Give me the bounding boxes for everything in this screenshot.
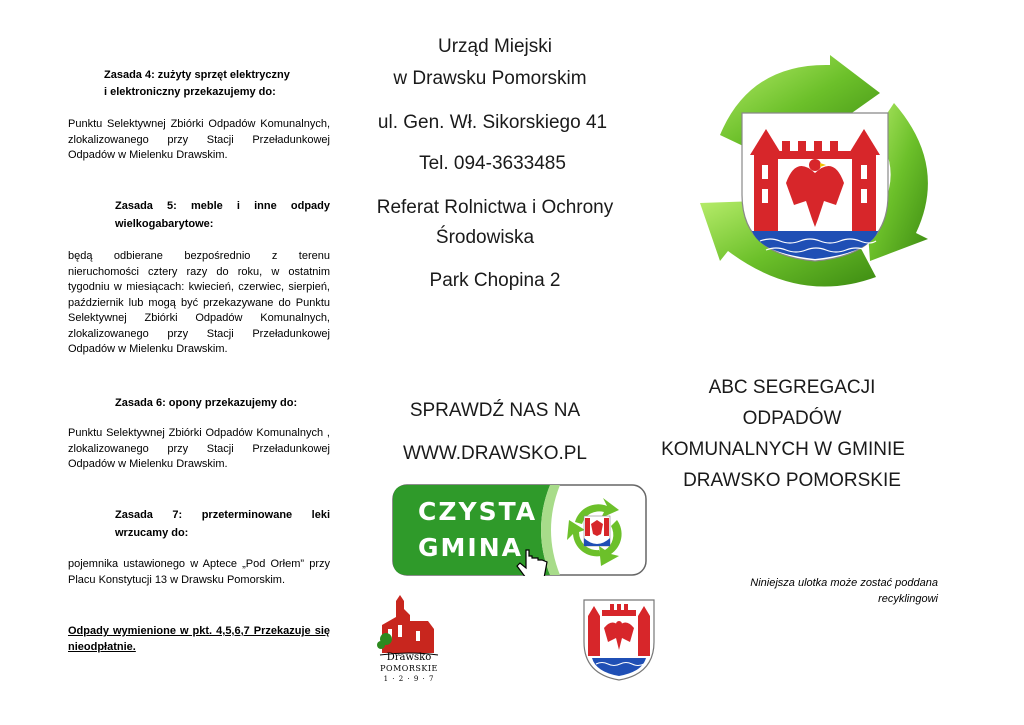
website-link[interactable]: WWW.DRAWSKO.PL <box>402 443 588 464</box>
rule6-heading: Zasada 6: opony przekazujemy do: <box>115 397 298 409</box>
banner-line1: CZYSTA <box>418 497 538 526</box>
rule5-text: będą odbierane bezpośrednio z terenu nieruchomości cztery razy do roku, w ostatnim tygodniu w miesiącach: kwiecień, czerwiec, sierpień, październik lub mogą być przekazywane do Punktu Selektywnej Zbiórki Odpadów Komunalnych, zlokalizowanego przy Stacji Przeładunkowej Odpadów w Mielenku Drawskim. <box>68 250 330 355</box>
recycling-note <box>700 575 938 607</box>
banner-line2: GMINA <box>418 533 523 562</box>
title-line3: DRAWSKO POMORSKIE <box>683 470 901 491</box>
rule4-heading-line2: i elektroniczny przekazujemy do: <box>104 86 276 98</box>
rule6-text: Punktu Selektywnej Zbiórki Odpadów Komunalnych , zlokalizowanego przy Stacji Przeładunkowej Odpadów w Mielenku Drawskim. <box>68 427 330 470</box>
department-address: Park Chopina 2 <box>429 270 561 291</box>
check-us-text: SPRAWDŹ NAS NA <box>409 400 581 421</box>
department-line2: Środowiska <box>435 227 535 248</box>
leaflet-title <box>662 372 922 496</box>
rule4-heading-line1: Zasada 4: zużyty sprzęt elektryczny <box>104 69 290 81</box>
office-name-line1: Urząd Miejski <box>437 36 553 57</box>
logo-town: Drawsko <box>386 652 432 663</box>
rule4-heading <box>104 67 290 101</box>
logo-year: 1 · 2 · 9 · 7 <box>383 675 435 683</box>
note-line2: recyklingowi <box>878 593 938 605</box>
rule5-heading: Zasada 5: meble i inne odpady wielkogabarytowe: <box>115 200 330 230</box>
recycle-emblem <box>680 55 950 305</box>
department-line1: Referat Rolnictwa i Ochrony <box>376 197 614 218</box>
drawsko-logo-text <box>374 652 444 685</box>
office-phone: Tel. 094-3633485 <box>419 153 566 174</box>
office-name-line2: w Drawsku Pomorskim <box>393 68 587 89</box>
note-line1: Niniejsza ulotka może zostać poddana <box>750 577 938 589</box>
rule7-heading: Zasada 7: przeterminowane leki wrzucamy do: <box>115 509 330 539</box>
logo-town2: POMORSKIE <box>380 664 438 673</box>
coat-of-arms-small <box>582 598 656 682</box>
title-line2: KOMUNALNYCH W GMINIE <box>661 439 905 460</box>
banner-text <box>418 494 537 566</box>
free-of-charge-note: Odpady wymienione w pkt. 4,5,6,7 Przekazuje się nieodpłatnie. <box>68 625 330 653</box>
rule4-text: Punktu Selektywnej Zbiórki Odpadów Komunalnych, zlokalizowanego przy Stacji Przeładunkowej Odpadów w Mielenku Drawskim. <box>68 118 330 161</box>
rule7-text: pojemnika ustawionego w Aptece „Pod Orłem” przy Placu Konstytucji 13 w Drawsku Pomorskim. <box>68 558 330 586</box>
title-line1: ABC SEGREGACJI ODPADÓW <box>708 377 876 429</box>
office-street: ul. Gen. Wł. Sikorskiego 41 <box>377 112 608 133</box>
